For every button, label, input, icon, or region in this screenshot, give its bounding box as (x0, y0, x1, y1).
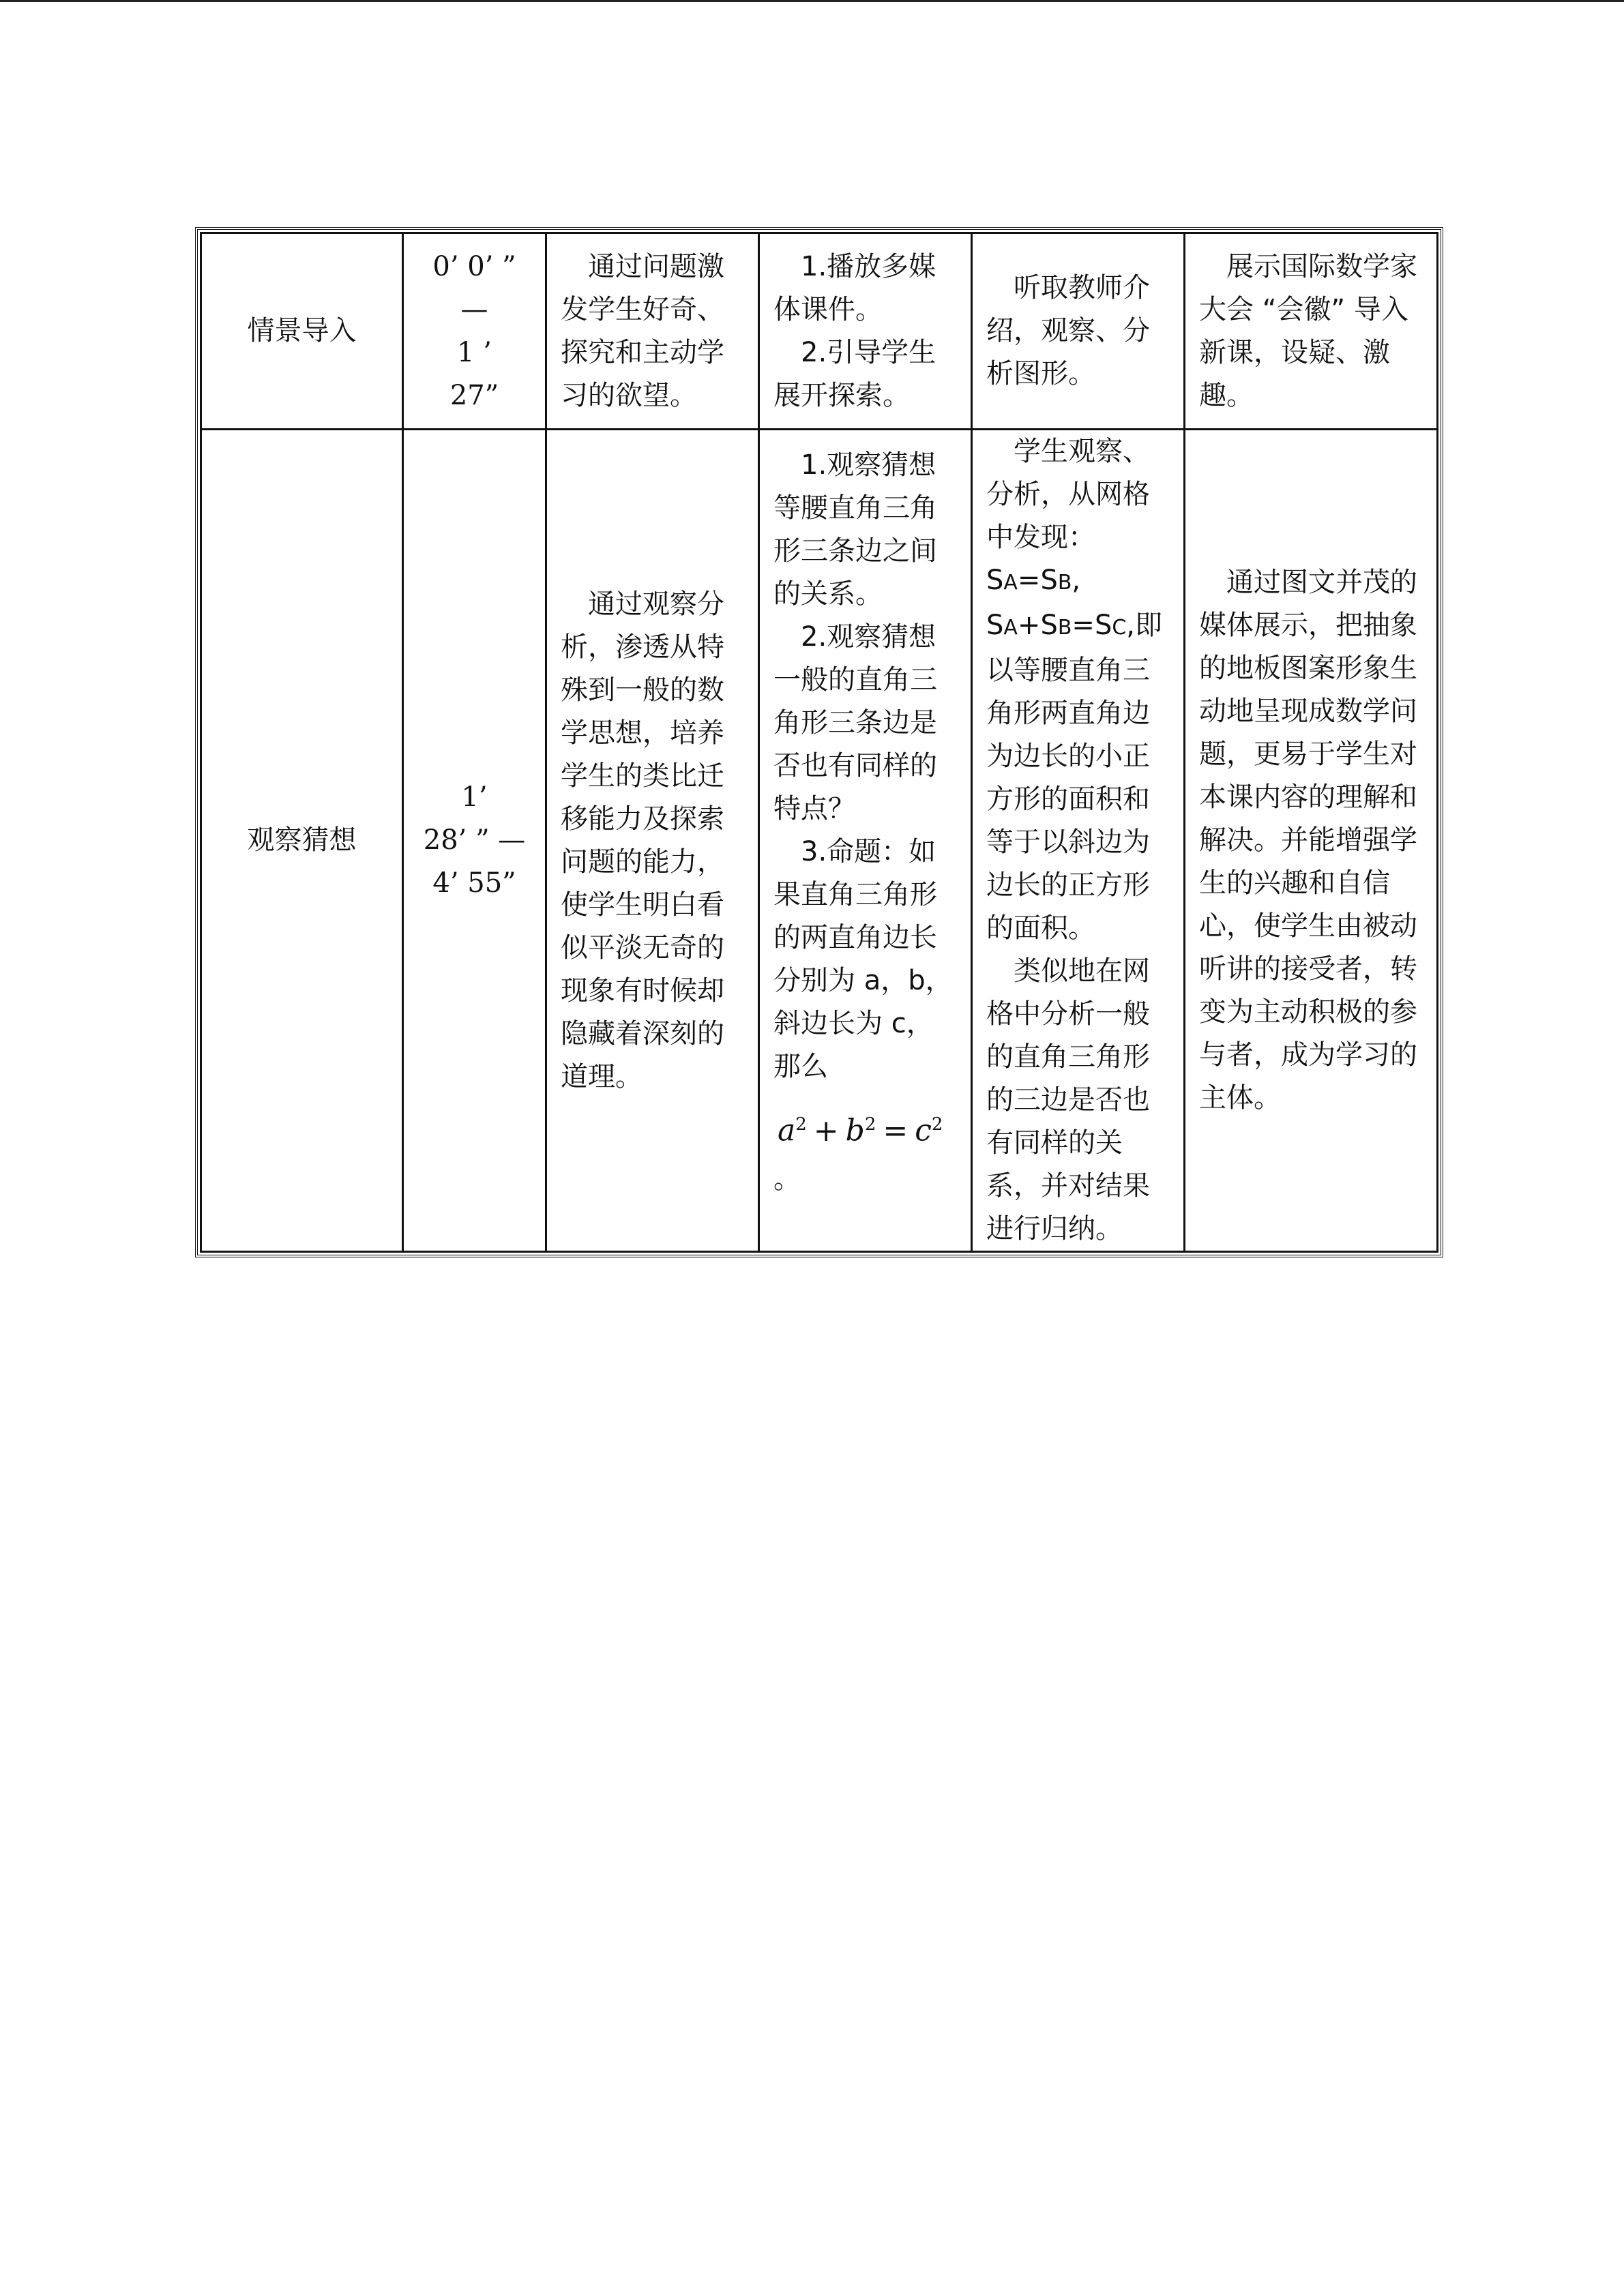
table-row-observe (201, 430, 1438, 1252)
teacher-activity: 2.引导学生展开探索。 (773, 336, 936, 411)
goal-text: 通过问题激发学生好奇、探究和主动学习的欲望。 (561, 250, 724, 411)
area-equation-1: SA=SB, (986, 565, 1081, 596)
time-line: 27” (449, 379, 499, 411)
time-line: 0’ 0’ ” (432, 250, 516, 282)
student-cell (972, 430, 1185, 1252)
teacher-cell (759, 430, 972, 1252)
time-cell (403, 233, 546, 430)
student-activity: 听取教师介绍，观察、分析图形。 (986, 272, 1150, 389)
time-line: 28’ ” — (423, 824, 526, 856)
stage-label: 观察猜想 (247, 824, 357, 856)
goal-text: 通过观察分析，渗透从特殊到一般的数学思想，培养学生的类比迁移能力及探索问题的能力，使学生明白看似平淡无奇的现象有时候却隐藏着深刻的道理。 (561, 588, 724, 1092)
teacher-activity: 1.观察猜想等腰直角三角形三条边之间的关系。 (773, 449, 937, 610)
student-cell (972, 233, 1185, 430)
goal-cell (546, 430, 759, 1252)
goal-cell (546, 233, 759, 430)
stage-cell (201, 430, 403, 1252)
stage-label: 情景导入 (247, 315, 357, 346)
time-cell (403, 430, 546, 1252)
teacher-activity: 1.播放多媒体课件。 (773, 250, 936, 325)
design-intent: 通过图文并茂的媒体展示，把抽象的地板图案形象生动地呈现成数学问题，更易于学生对本课内容的理解和解决。并能增强学生的兴趣和自信心，使学生由被动听讲的接受者，转变为主动积极的参与者，成为学习的主体。 (1199, 567, 1417, 1114)
design-cell (1185, 233, 1438, 430)
time-line: 4’ 55” (432, 867, 516, 899)
student-intro: 学生观察、分析，从网格中发现： (986, 436, 1150, 553)
area-equation-2: SA+SB=SC,即以等腰直角三角形两直角边为边长的小正方形的面积和等于以斜边为边长的正方形的面积。 (986, 610, 1162, 944)
design-cell (1185, 430, 1438, 1252)
teacher-activity: 2.观察猜想一般的直角三角形三条边是否也有同样的特点？ (773, 621, 937, 824)
stage-cell (201, 233, 403, 430)
student-activity: 类似地在网格中分析一般的直角三角形的三边是否也有同样的关系，并对结果进行归纳。 (986, 955, 1150, 1244)
time-line: 1’ (461, 781, 488, 813)
time-line: 1 ’ (457, 336, 492, 368)
design-intent: 展示国际数学家大会 “会徽” 导入新课，设疑、激趣。 (1199, 250, 1417, 411)
time-line: — (460, 293, 488, 325)
formula-end-mark: 。 (773, 1163, 801, 1195)
table-row-intro (201, 233, 1438, 430)
teacher-activity: 3.命题：如果直角三角形的两直角边长分别为 a，b，斜边长为 c，那么 (773, 836, 953, 1082)
page-top-border (0, 0, 1624, 2)
pythagorean-formula: $a^2 + b^2 = c^2$ (778, 1113, 943, 1148)
lesson-plan-table (200, 232, 1438, 1253)
teacher-cell (759, 233, 972, 430)
